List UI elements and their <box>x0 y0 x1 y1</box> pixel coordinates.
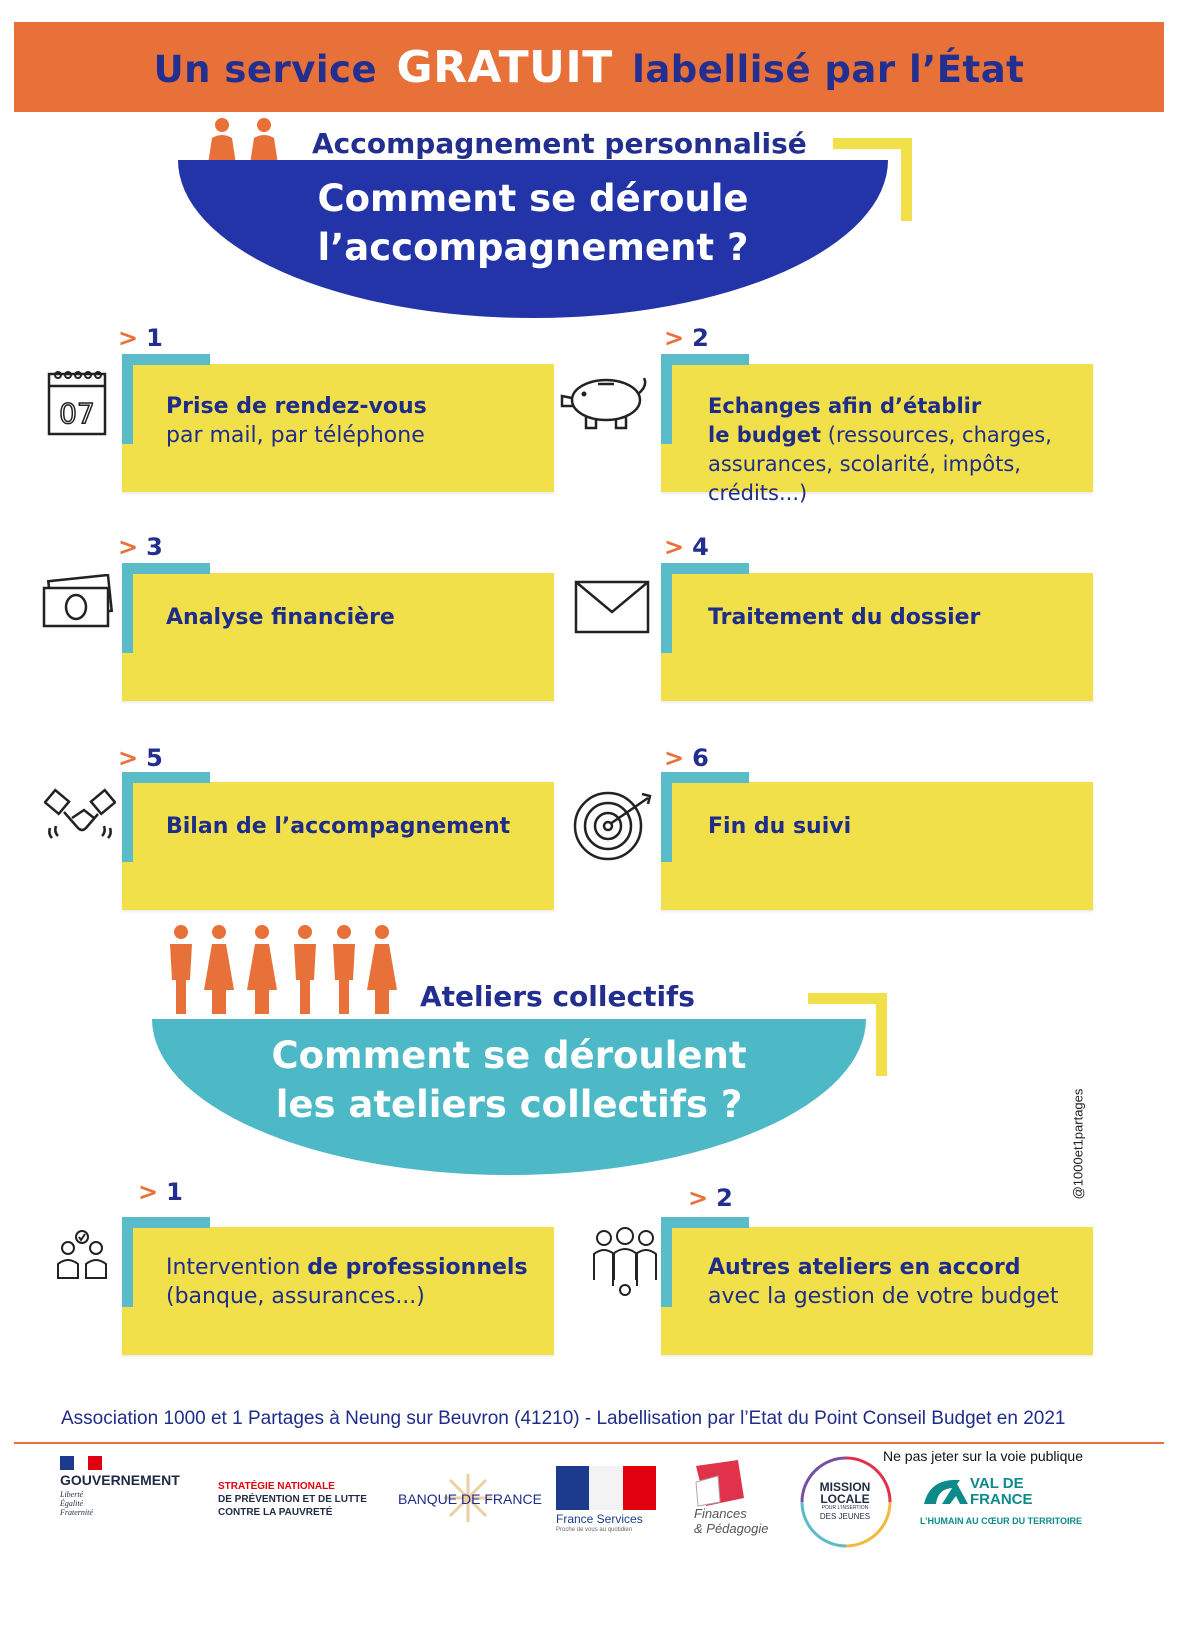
step-2-detail: (ressources, charges, <box>827 423 1052 447</box>
footer-divider <box>14 1442 1164 1444</box>
gouvernement-logo: GOUVERNEMENT Liberté Égalité Fraternité <box>60 1456 210 1526</box>
svg-text:07: 07 <box>59 397 95 430</box>
step-card-4 <box>661 573 1093 701</box>
banknotes-icon <box>40 574 114 630</box>
finances-pedagogie-cube-icon <box>692 1458 748 1510</box>
atelier-card-2 <box>661 1227 1093 1355</box>
question-bowl-accompagnement <box>178 160 888 318</box>
step-number-6: > 6 <box>664 744 709 772</box>
atelier-card-1 <box>122 1227 554 1355</box>
envelope-icon <box>574 580 650 634</box>
banner-text-free: GRATUIT <box>396 41 613 93</box>
step-card-6 <box>661 782 1093 910</box>
question-line-1: Comment se déroule <box>317 177 749 220</box>
step-card-1 <box>122 364 554 492</box>
step-2-detail-line2: assurances, scolarité, impôts, crédits...) <box>708 452 1021 505</box>
atelier-1-text: Intervention <box>166 1255 301 1280</box>
group-icon <box>590 1224 660 1300</box>
banner-text-pre: Un service <box>153 47 378 91</box>
step-5-title: Bilan de l’accompagnement <box>166 814 511 839</box>
strategie-nationale-logo: STRATÉGIE NATIONALE DE PRÉVENTION ET DE LUTTE CONTRE LA PAUVRETÉ <box>218 1481 367 1518</box>
step-4-title: Traitement du dossier <box>708 605 981 630</box>
step-number-2: > 2 <box>664 324 709 352</box>
atelier-1-detail: (banque, assurances...) <box>166 1284 425 1309</box>
question-line-2: les ateliers collectifs ? <box>275 1083 743 1126</box>
banner-heading <box>154 42 1025 93</box>
footer-association-text: Association 1000 et 1 Partages à Neung sur Beuvron (41210) - Labellisation par l’Etat du Point Conseil Budget en 2021 <box>61 1408 1066 1429</box>
step-number-1: > 1 <box>118 324 163 352</box>
step-card-5 <box>122 782 554 910</box>
atelier-2-detail: avec la gestion de votre budget <box>708 1284 1059 1309</box>
handshake-icon <box>44 788 116 844</box>
step-1-title: Prise de rendez-vous <box>166 394 427 419</box>
experts-icon <box>54 1230 110 1282</box>
step-card-2 <box>661 364 1093 505</box>
step-card-3 <box>122 573 554 701</box>
atelier-2-title: Autres ateliers en accord <box>708 1255 1021 1280</box>
calendar-icon <box>46 366 108 436</box>
credit-agricole-tagline: L’HUMAIN AU CŒUR DU TERRITOIRE <box>920 1516 1082 1526</box>
step-3-title: Analyse financière <box>166 605 395 630</box>
group-of-people-icon <box>164 924 404 1016</box>
step-6-title: Fin du suivi <box>708 814 852 839</box>
credit-agricole-emblem-icon <box>920 1474 972 1510</box>
banner-text-post: labellisé par l’État <box>632 47 1025 91</box>
target-icon <box>570 782 660 862</box>
two-people-icon <box>200 118 290 164</box>
top-banner <box>14 22 1164 112</box>
atelier-number-2: > 2 <box>688 1184 733 1212</box>
france-services-logo: France Services Proche de vous au quotidien <box>556 1466 660 1534</box>
atelier-1-title: de professionnels <box>307 1255 528 1280</box>
credit-agricole-logo: VAL DE FRANCE <box>970 1475 1033 1508</box>
step-number-5: > 5 <box>118 744 163 772</box>
banque-de-france-logo: BANQUE DE FRANCE <box>398 1491 542 1507</box>
footer-notice: Ne pas jeter sur la voie publique <box>883 1448 1084 1464</box>
section-title-ateliers: Ateliers collectifs <box>420 980 695 1013</box>
step-1-detail: par mail, par téléphone <box>166 423 425 448</box>
finances-pedagogie-logo: Finances & Pédagogie <box>694 1506 769 1536</box>
question-line-1: Comment se déroulent <box>271 1034 747 1077</box>
section-title-accompagnement: Accompagnement personnalisé <box>312 127 807 160</box>
step-number-4: > 4 <box>664 533 709 561</box>
piggy-bank-icon <box>558 372 654 432</box>
step-number-3: > 3 <box>118 533 163 561</box>
step-2-title: Echanges afin d’établir <box>708 394 982 418</box>
side-credit: @1000et1partages <box>1070 1088 1086 1200</box>
atelier-number-1: > 1 <box>138 1178 183 1206</box>
mission-locale-logo: MISSION LOCALE POUR L’INSERTION DES JEUNES <box>819 1480 871 1521</box>
question-bowl-ateliers <box>152 1019 866 1175</box>
question-line-2: l’accompagnement ? <box>317 226 749 269</box>
step-2-title-line2: le budget <box>708 423 822 447</box>
